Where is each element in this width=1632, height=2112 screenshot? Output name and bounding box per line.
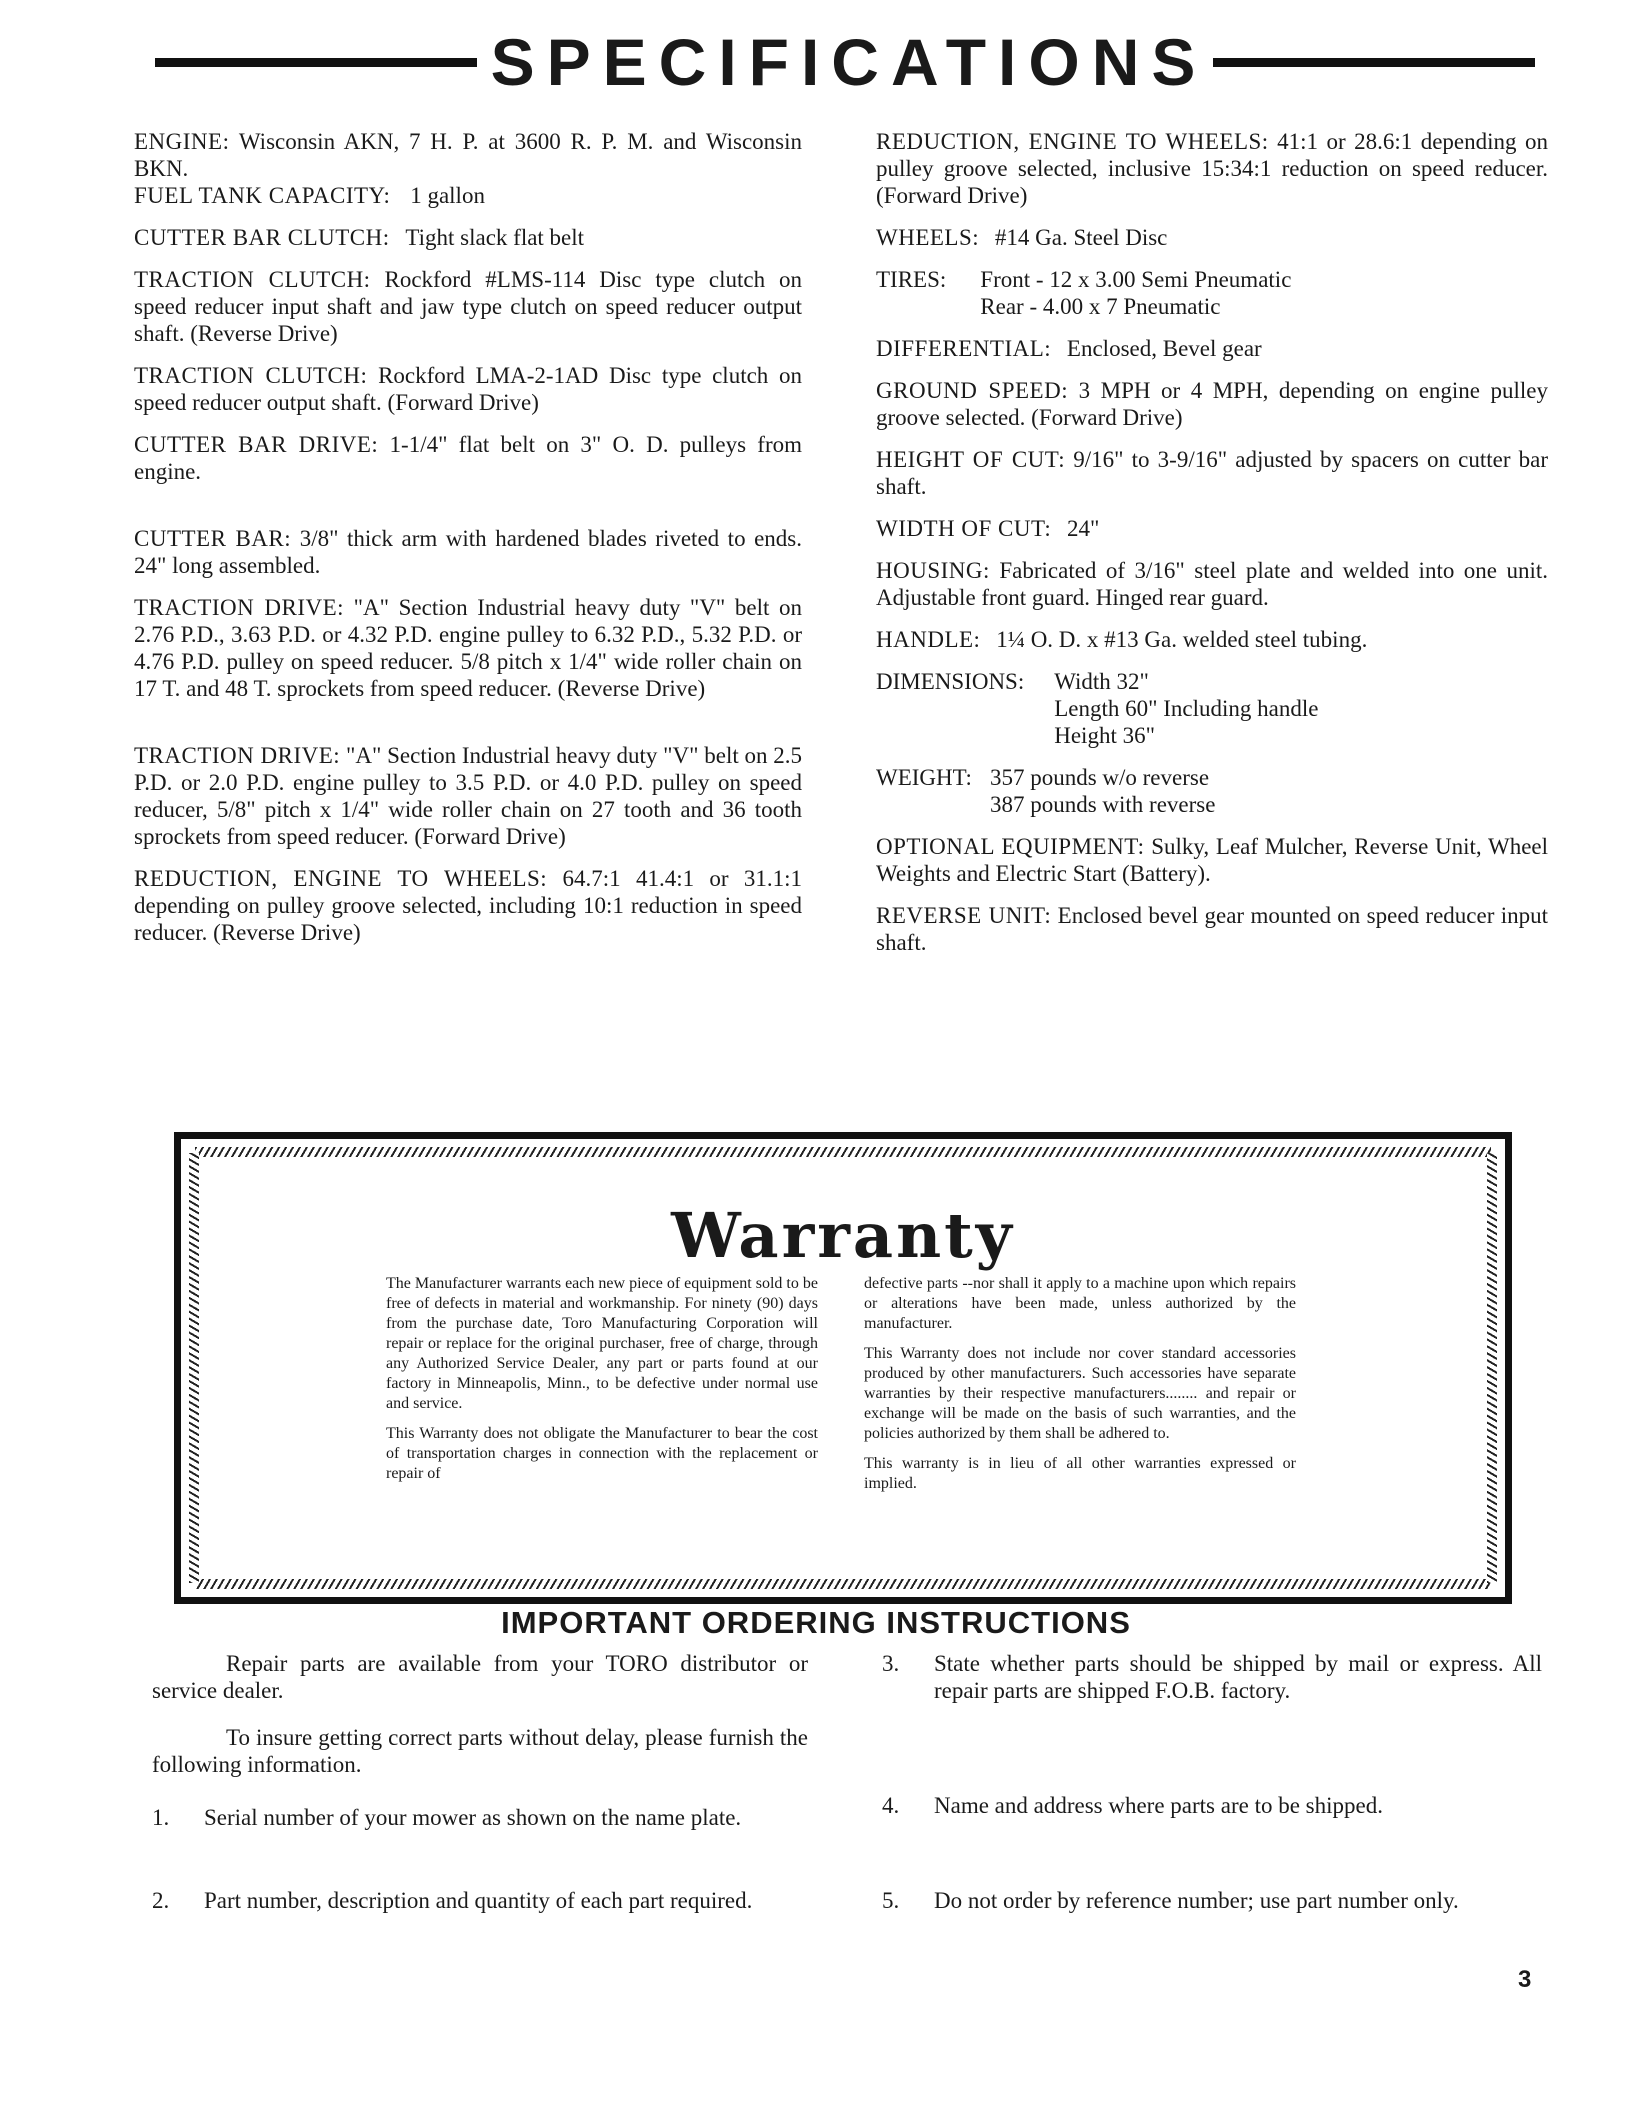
page-title: SPECIFICATIONS	[490, 25, 1208, 99]
spec-handle: HANDLE: 1¼ O. D. x #13 Ga. welded steel tubing.	[876, 627, 1368, 652]
spec-reduction-reverse: REDUCTION, ENGINE TO WHEELS: 64.7:1 41.4:1 or 31.1:1 depending on pulley groove selected, including 10:1 reduction in speed reducer. (Reverse Drive)	[134, 866, 803, 945]
spec-traction-drive-forward: TRACTION DRIVE: "A" Section Industrial heavy duty "V" belt on 2.5 P.D. or 2.0 P.D. engine pulley to 3.5 P.D. or 4.0 P.D. pulley on speed reducer, 5/8" pitch x 1/4" wide roller chain on 27 tooth and 36 tooth sprockets from speed reducer. (Forward Drive)	[134, 743, 803, 849]
spec-fuel-tank: FUEL TANK CAPACITY: 1 gallon	[134, 183, 485, 208]
specs-left-column	[134, 128, 802, 961]
rope-border-bottom	[195, 1579, 1491, 1589]
rope-border-left	[189, 1153, 199, 1583]
warranty-left-column: The Manufacturer warrants each new piece of equipment sold to be free of defects in material and workmanship. For ninety (90) days from the purchase date, Toro Manufacturing Corporation will repair or replace for the original purchaser, free of charge, through any Authorized Service Dealer, any part or parts found at our factory in Minneapolis, Minn., to be defective under normal use and service. This Warranty does not obligate the Manufacturer to bear the cost of transportation charges in connection with the replacement or repair of	[386, 1275, 818, 1482]
ordering-title: IMPORTANT ORDERING INSTRUCTIONS	[501, 1605, 1131, 1640]
spec-optional-equipment: OPTIONAL EQUIPMENT: Sulky, Leaf Mulcher, Reverse Unit, Wheel Weights and Electric Start (Battery).	[876, 834, 1548, 886]
spec-traction-clutch-reverse: TRACTION CLUTCH: Rockford #LMS-114 Disc type clutch on speed reducer input shaft and jaw type clutch on speed reducer output shaft. (Reverse Drive)	[134, 267, 802, 346]
spec-housing: HOUSING: Fabricated of 3/16" steel plate and welded into one unit. Adjustable front guard. Hinged rear guard.	[876, 558, 1549, 610]
warranty-right-column: defective parts --nor shall it apply to a machine upon which repairs or alterations have been made, unless authorized by the manufacturer. This Warranty does not include nor cover standard accessories produced by other manufacturers. Such accessories have separate warranties by their respective manufacturers........ and repair or exchange will be made on the basis of such warranties, and the policies authorized by them shall be adhered to. This warranty is in lieu of all other warranties expressed or implied.	[864, 1275, 1296, 1492]
spec-reverse-unit: REVERSE UNIT: Enclosed bevel gear mounted on speed reducer input shaft.	[876, 903, 1549, 955]
title-rule-right	[1213, 58, 1535, 67]
ordering-item: 3. State whether parts should be shipped by mail or express. All repair parts are shipped F.O.B. factory.	[882, 1651, 1542, 1703]
page-number: 3	[1518, 1966, 1532, 1993]
spec-cutter-bar-drive: CUTTER BAR DRIVE: 1-1/4" flat belt on 3" O. D. pulleys from engine.	[134, 432, 803, 484]
spec-dimensions: DIMENSIONS: Width 32" Length 60" Including handle Height 36"	[876, 669, 1319, 748]
header	[155, 22, 1535, 102]
spec-traction-clutch-forward: TRACTION CLUTCH: Rockford LMA-2-1AD Disc type clutch on speed reducer output shaft. (Forward Drive)	[134, 363, 802, 415]
rope-border-right	[1487, 1153, 1497, 1583]
ordering-intro-1: Repair parts are available from your TORO distributor or service dealer.	[152, 1651, 808, 1703]
spec-tires: TIRES: Front - 12 x 3.00 Semi Pneumatic Rear - 4.00 x 7 Pneumatic	[876, 267, 1292, 319]
warranty-box	[174, 1132, 1512, 1604]
ordering-item: 2. Part number, description and quantity of each part required.	[152, 1888, 753, 1913]
spec-weight: WEIGHT: 357 pounds w/o reverse 387 pounds with reverse	[876, 765, 1216, 817]
spec-traction-drive-reverse: TRACTION DRIVE: "A" Section Industrial heavy duty "V" belt on 2.76 P.D., 3.63 P.D. or 4.32 P.D. engine pulley to 6.32 P.D., 5.32 P.D. or 4.76 P.D. pulley on speed reducer. 5/8 pitch x 1/4" wide roller chain on 17 T. and 48 T. sprockets from speed reducer. (Reverse Drive)	[134, 595, 802, 701]
spec-engine: ENGINE: Wisconsin AKN, 7 H. P. at 3600 R. P. M. and Wisconsin BKN.	[134, 129, 802, 181]
spec-differential: DIFFERENTIAL: Enclosed, Bevel gear	[876, 336, 1262, 361]
spec-cutter-bar-clutch: CUTTER BAR CLUTCH: Tight slack flat belt	[134, 225, 585, 250]
specs-right-column	[876, 128, 1548, 971]
spec-height-of-cut: HEIGHT OF CUT: 9/16" to 3-9/16" adjusted by spacers on cutter bar shaft.	[876, 447, 1548, 499]
ordering-item: 1. Serial number of your mower as shown on the name plate.	[152, 1805, 742, 1830]
warranty-title: Warranty	[671, 1199, 1015, 1272]
spec-wheels: WHEELS: #14 Ga. Steel Disc	[876, 225, 1168, 250]
ordering-item: 5. Do not order by reference number; use part number only.	[882, 1888, 1459, 1913]
spec-width-of-cut: WIDTH OF CUT: 24"	[876, 516, 1100, 541]
spec-cutter-bar: CUTTER BAR: 3/8" thick arm with hardened blades riveted to ends. 24" long assembled.	[134, 526, 803, 578]
rope-border-top	[195, 1147, 1491, 1157]
title-rule-left	[155, 58, 477, 67]
ordering-item: 4. Name and address where parts are to be shipped.	[882, 1793, 1383, 1818]
ordering-intro-2: To insure getting correct parts without delay, please furnish the following information.	[152, 1725, 808, 1777]
spec-ground-speed: GROUND SPEED: 3 MPH or 4 MPH, depending on engine pulley groove selected. (Forward Drive)	[876, 378, 1549, 430]
spec-reduction-forward: REDUCTION, ENGINE TO WHEELS: 41:1 or 28.6:1 depending on pulley groove selected, inclusive 15:34:1 reduction on speed reducer. (Forward Drive)	[876, 129, 1548, 208]
